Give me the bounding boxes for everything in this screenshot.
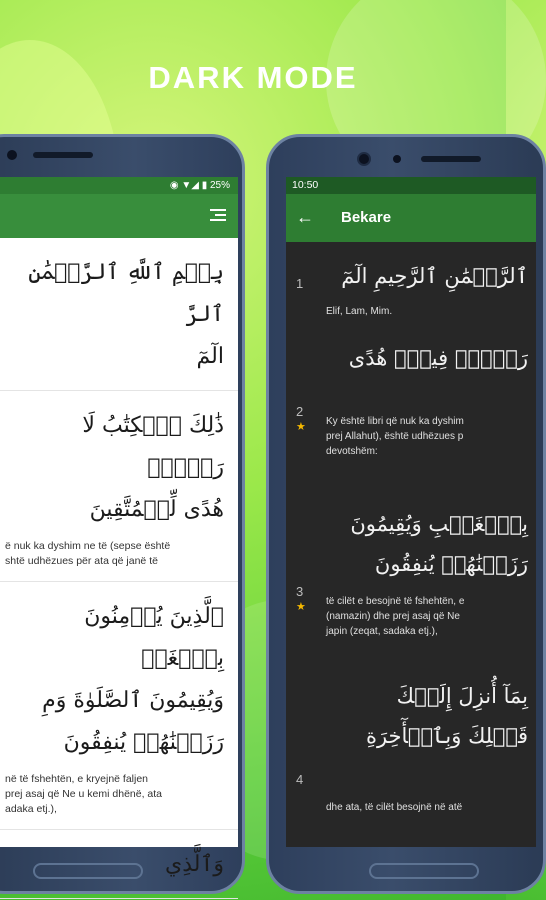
verse-arabic: ٱلَّذِينَ يُؤۡمِنُونَ بِٱلۡغَيۡ <box>84 604 224 671</box>
verse-translation: Elif, Lam, Mim. <box>326 306 393 317</box>
status-bar <box>0 177 238 194</box>
verse-translation: në të fshehtën, e kryejnë faljen prej asaj që Ne u kemi dhënë, ata adaka etj.), <box>5 773 163 815</box>
verse-arabic: وَٱلَّذِي <box>165 852 224 877</box>
verse-arabic: رَزَقۡنَٰهُمۡ يُنفِقُونَ <box>374 552 528 576</box>
verse-arabic: الٓمٓ <box>196 344 224 369</box>
verse-arabic: بِسۡمِ ٱللَّهِ ٱلرَّحۡمَٰنِ ٱلرَّ <box>28 260 224 327</box>
camera <box>7 150 17 160</box>
verse-number: 2 <box>296 404 304 419</box>
verse-arabic: رَزَقۡنَٰهُمۡ يُنفِقُونَ <box>63 730 224 755</box>
screen-light <box>0 177 238 877</box>
verse-arabic: وَيُقِيمُونَ ٱلصَّلَوٰةَ وَمِ <box>42 688 224 713</box>
sensor <box>393 155 401 163</box>
arrow-back-icon[interactable]: ← <box>296 207 314 227</box>
verse-item[interactable] <box>0 238 238 391</box>
verse-item[interactable] <box>0 582 238 830</box>
status-time: 10:50 <box>292 179 319 191</box>
verse-arabic: بِٱلۡغَيۡبِ وَيُقِيمُونَ <box>350 512 528 536</box>
verse-translation: të cilët e besojnë të fshehtën, e (namazin) dhe prej asaj që Ne japin (zeqat, sadaka etj.), <box>326 596 465 637</box>
tune-icon[interactable] <box>210 206 226 222</box>
verse-item[interactable] <box>0 391 238 582</box>
status-bar <box>286 177 536 194</box>
status-icons: ◉ ▼◢ ▮ <box>169 180 210 191</box>
screen-dark <box>286 177 536 847</box>
speaker <box>421 156 481 162</box>
phone-dark-mode <box>266 134 546 894</box>
verse-arabic: قَبۡلِكَ وَبِٱلۡأٓخِرَةِ <box>365 724 528 748</box>
verse-translation: ë nuk ka dyshim ne të (sepse është shtë udhëzues për ata që janë të <box>5 540 171 567</box>
verse-arabic: ذَٰلِكَ ٱلۡكِتَٰبُ لَا رَيۡبَۛ <box>82 413 224 480</box>
verse-arabic: بِمَآ أُنزِلَ إِلَيۡكَ <box>396 684 528 708</box>
surah-title: Bekare <box>341 209 392 226</box>
verse-number: 3 <box>296 584 304 599</box>
verse-item[interactable] <box>286 496 536 666</box>
verse-arabic: هُدًى لِّلۡمُتَّقِينَ <box>89 497 224 522</box>
battery-text: 25% <box>209 180 230 191</box>
camera <box>357 152 371 166</box>
verse-arabic: رَيۡبَۛ فِيهِۛ هُدًى <box>348 346 528 370</box>
phone-light-mode <box>0 134 245 894</box>
verse-item[interactable] <box>286 242 536 328</box>
app-bar <box>286 194 536 242</box>
verse-translation: dhe ata, të cilët besojnë në atë <box>326 802 463 813</box>
bookmark-star-icon[interactable]: ★ <box>296 601 306 613</box>
speaker <box>33 152 93 158</box>
verse-number: 1 <box>296 276 304 291</box>
headline: DARK MODE <box>148 60 358 95</box>
verse-translation: Ky është libri që nuk ka dyshim prej Allahut), është udhëzues p devotshëm: <box>326 416 464 457</box>
verse-number: 4 <box>296 772 304 787</box>
bookmark-star-icon[interactable]: ★ <box>296 421 306 433</box>
verse-item[interactable] <box>286 328 536 496</box>
home-indicator <box>33 863 143 879</box>
verse-item[interactable] <box>286 666 536 836</box>
verse-arabic: ٱلرَّحۡمَٰنِ ٱلرَّحِيمِ الٓمٓ <box>341 264 528 288</box>
app-bar <box>0 194 238 238</box>
home-indicator <box>369 863 479 879</box>
